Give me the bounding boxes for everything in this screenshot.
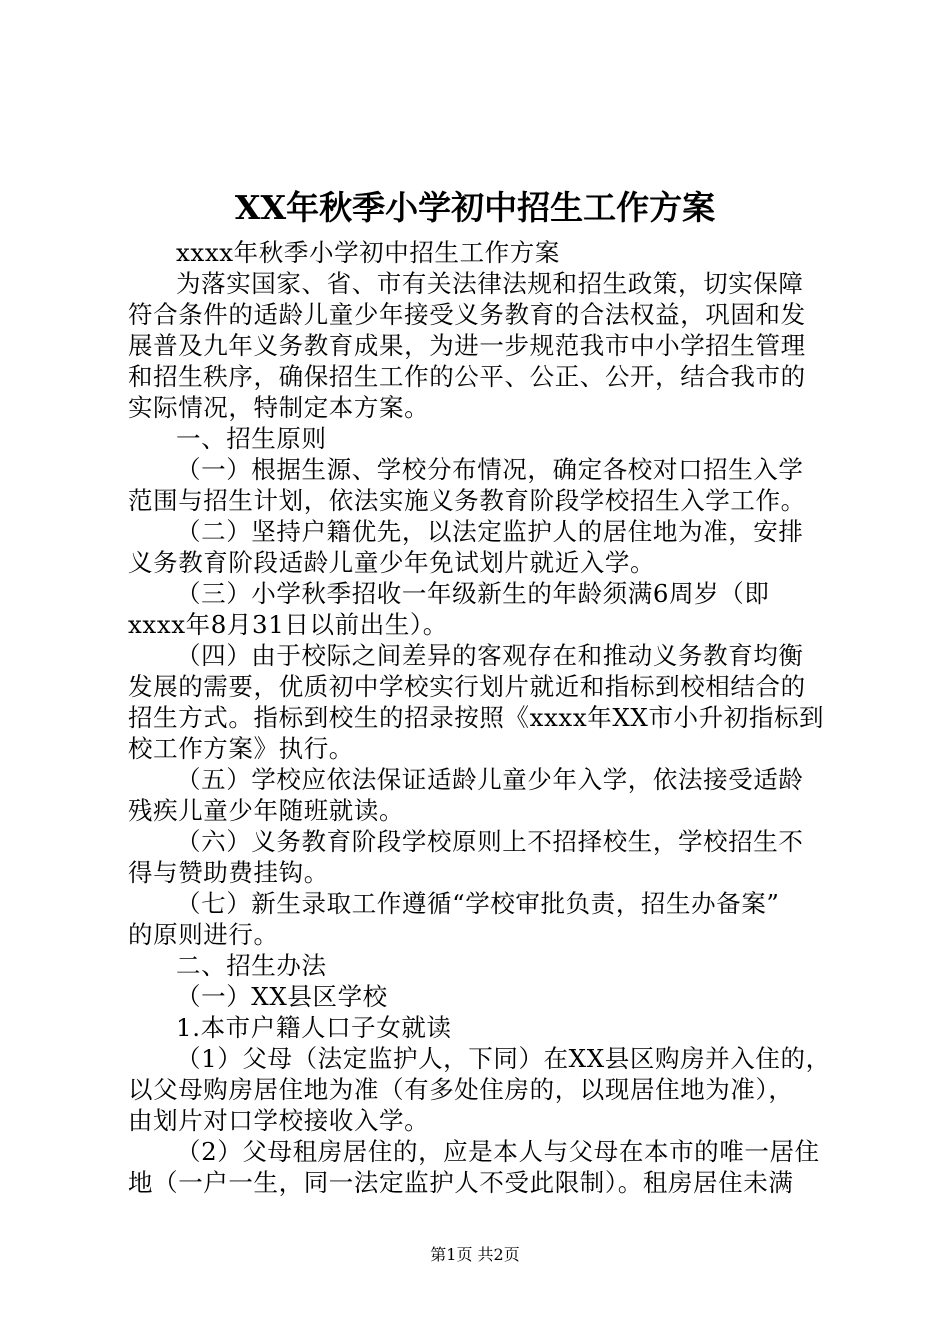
text-line: （2）父母租房居住的，应是本人与父母在本市的唯一居住 <box>176 1137 820 1166</box>
text-line: 残疾儿童少年随班就读。 <box>128 796 405 825</box>
text-line: 发展的需要，优质初中学校实行划片就近和指标到校相结合的 <box>128 672 806 701</box>
text-line: （七）新生录取工作遵循“学校审批负责，招生办备案” <box>176 889 780 918</box>
text-line: 和招生秩序，确保招生工作的公平、公正、公开，结合我市的 <box>128 362 806 391</box>
text-line: 校工作方案》执行。 <box>128 734 354 763</box>
text-line: 义务教育阶段适龄儿童少年免试划片就近入学。 <box>128 548 656 577</box>
text-line: 地（一户一生，同一法定监护人不受此限制）。租房居住未满 <box>128 1168 794 1197</box>
text-line: 由划片对口学校接收入学。 <box>128 1106 430 1135</box>
text-line: xxxx年8月31日以前出生）。 <box>128 610 448 639</box>
section-heading: 二、招生办法 <box>176 951 327 980</box>
text-line: （三）小学秋季招收一年级新生的年龄须满6周岁（即 <box>176 579 770 608</box>
text-line: 范围与招生计划，依法实施义务教育阶段学校招生入学工作。 <box>128 486 806 515</box>
text-line: 以父母购房居住地为准（有多处住房的，以现居住地为准）， <box>128 1075 794 1104</box>
subsection-heading: 1.本市户籍人口子女就读 <box>176 1013 452 1042</box>
text-line: 得与赞助费挂钩。 <box>128 858 329 887</box>
text-line: 展普及九年义务教育成果，为进一步规范我市中小学招生管理 <box>128 331 806 360</box>
text-line: 符合条件的适龄儿童少年接受义务教育的合法权益，巩固和发 <box>128 300 806 329</box>
subsection-heading: （一）XX县区学校 <box>176 982 388 1011</box>
text-line: 为落实国家、省、市有关法律法规和招生政策，切实保障 <box>176 269 804 298</box>
text-line: xxxx年秋季小学初中招生工作方案 <box>176 238 560 267</box>
text-line: （1）父母（法定监护人，下同）在XX县区购房并入住的， <box>176 1044 831 1073</box>
text-line: 实际情况，特制定本方案。 <box>128 393 430 422</box>
text-line: （六）义务教育阶段学校原则上不招择校生，学校招生不 <box>176 827 804 856</box>
text-line: （四）由于校际之间差异的客观存在和推动义务教育均衡 <box>176 641 804 670</box>
page-footer: 第1页 共2页 <box>430 1245 520 1264</box>
text-line: （五）学校应依法保证适龄儿童少年入学，依法接受适龄 <box>176 765 804 794</box>
text-line: 招生方式。指标到校生的招录按照《xxxx年XX市小升初指标到 <box>128 703 825 732</box>
text-line: （二）坚持户籍优先，以法定监护人的居住地为准，安排 <box>176 517 804 546</box>
text-line: 的原则进行。 <box>128 920 279 949</box>
text-line: （一）根据生源、学校分布情况，确定各校对口招生入学 <box>176 455 804 484</box>
document-title: XX年秋季小学初中招生工作方案 <box>234 188 716 227</box>
section-heading: 一、招生原则 <box>176 424 327 453</box>
